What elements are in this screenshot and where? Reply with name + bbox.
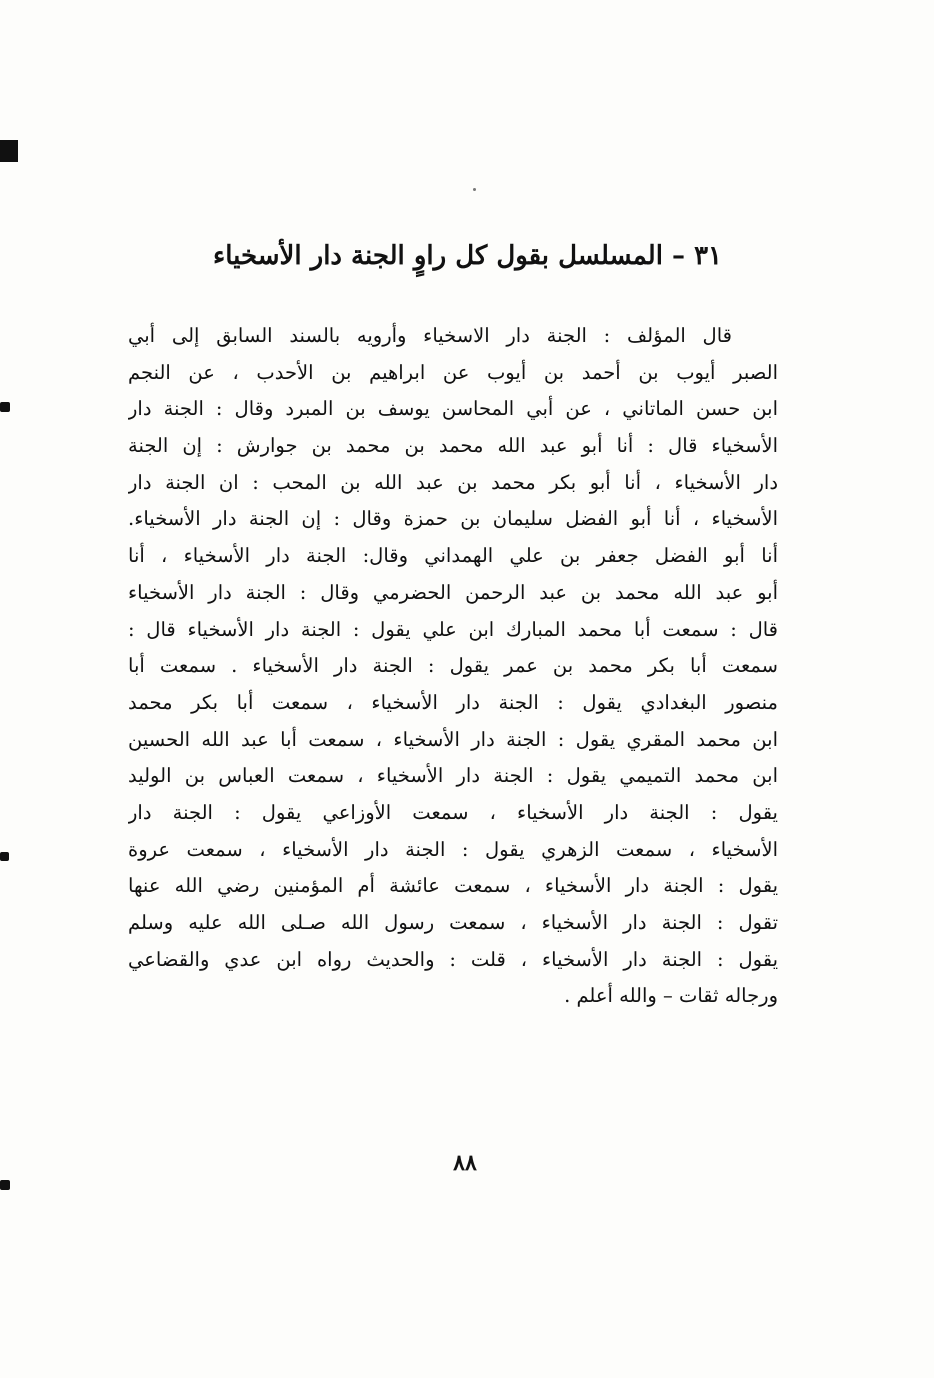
text-line: يقول : الجنة دار الأسخياء ، قلت : والحديث رواه ابن عدي والقضاعي xyxy=(128,947,778,971)
chapter-title: ٣١ – المسلسل بقول كل راوٍ الجنة دار الأسخياء xyxy=(212,241,722,271)
binding-mark xyxy=(0,1180,10,1190)
text-line: ابن محمد المقري يقول : الجنة دار الأسخياء ، سمعت أبا عبد الله الحسين xyxy=(128,727,778,751)
text-line: الأسخياء قال : أنا أبو عبد الله محمد بن محمد بن جوارش : إن الجنة xyxy=(128,434,778,458)
text-line: الأسخياء ، سمعت الزهري يقول : الجنة دار الأسخياء ، سمعت عروة xyxy=(128,837,778,861)
text-line: ابن محمد التميمي يقول : الجنة دار الأسخياء ، سمعت العباس بن الوليد xyxy=(128,764,778,788)
text-line: أنا أبو الفضل جعفر بن علي الهمداني وقال: الجنة دار الأسخياء ، أنا xyxy=(128,544,778,568)
page-number: ٨٨ xyxy=(453,1150,477,1176)
text-line: سمعت أبا بكر محمد بن عمر يقول : الجنة دار الأسخياء . سمعت أبا xyxy=(128,654,778,678)
text-line: منصور البغدادي يقول : الجنة دار الأسخياء ، سمعت أبا بكر محمد xyxy=(128,690,778,714)
binding-mark xyxy=(0,402,10,412)
scan-speck xyxy=(473,188,476,191)
text-line: الأسخياء ، أنا أبو الفضل سليمان بن حمزة وقال : إن الجنة دار الأسخياء. xyxy=(128,507,778,531)
text-line: ورجاله ثقات – والله أعلم . xyxy=(564,984,778,1008)
body-text xyxy=(128,318,778,1015)
binding-mark xyxy=(0,852,9,861)
binding-mark xyxy=(0,140,18,162)
text-line: قال المؤلف : الجنة دار الاسخياء وأرويه بالسند السابق إلى أبي xyxy=(128,324,732,347)
text-line: دار الأسخياء ، أنا أبو بكر محمد بن عبد الله بن المحب : ان الجنة دار xyxy=(128,470,778,494)
text-line: الصبر أيوب بن أحمد بن أيوب عن ابراهيم بن الأحدب ، عن النجم xyxy=(128,360,778,384)
text-line: قال : سمعت أبا محمد المبارك ابن علي يقول : الجنة دار الأسخياء قال : xyxy=(128,617,778,641)
text-line: يقول : الجنة دار الأسخياء ، سمعت عائشة أم المؤمنين رضي الله عنها xyxy=(128,874,778,898)
text-line: تقول : الجنة دار الأسخياء ، سمعت رسول الله صـلى الله عليه وسلم xyxy=(128,911,778,934)
text-line: ابن حسن الماتاني ، عن أبي المحاسن يوسف بن المبرد وقال : الجنة دار xyxy=(128,397,778,421)
text-line: يقول : الجنة دار الأسخياء ، سمعت الأوزاعي يقول : الجنة دار xyxy=(128,800,778,824)
text-line: أبو عبد الله محمد بن عبد الرحمن الحضرمي وقال : الجنة دار الأسخياء xyxy=(128,580,778,604)
